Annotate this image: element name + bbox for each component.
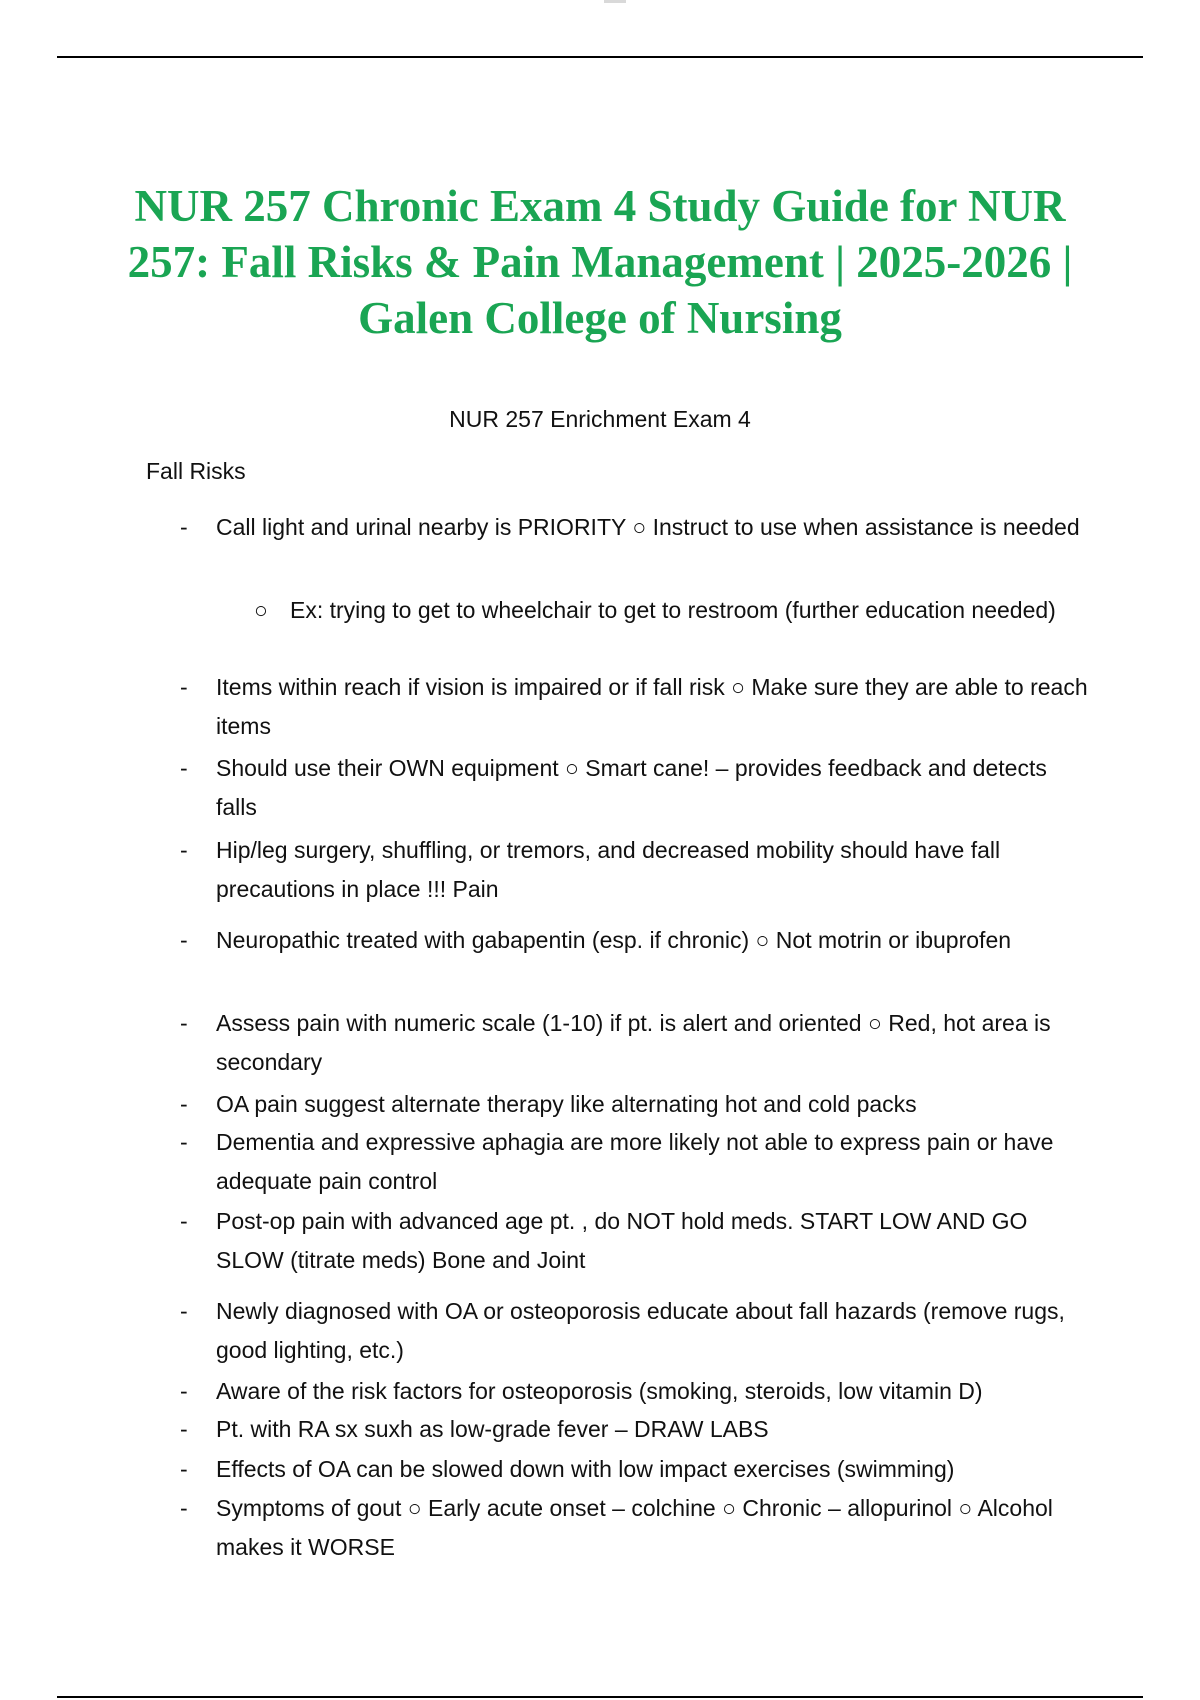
bullet-dash: - bbox=[180, 1378, 188, 1404]
document-title: NUR 257 Chronic Exam 4 Study Guide for NUR 257: Fall Risks & Pain Management | 2025-2026 | Galen College of Nursing bbox=[127, 181, 1073, 343]
bullet-dash: - bbox=[180, 1129, 188, 1155]
list-item bbox=[180, 508, 1088, 547]
bottom-divider bbox=[57, 1696, 1143, 1698]
list-item bbox=[180, 921, 1088, 960]
list-item bbox=[180, 1410, 1088, 1449]
list-item bbox=[180, 668, 1088, 746]
list-item-text: Neuropathic treated with gabapentin (esp. if chronic) ○ Not motrin or ibuprofen bbox=[216, 927, 1012, 953]
list-item-text: Newly diagnosed with OA or osteoporosis educate about fall hazards (remove rugs, good lighting, etc.) bbox=[216, 1298, 1065, 1363]
document-subtitle: NUR 257 Enrichment Exam 4 bbox=[449, 406, 751, 432]
bullet-dash: - bbox=[180, 927, 188, 953]
list-item bbox=[180, 1372, 1088, 1411]
bullet-dash: - bbox=[180, 1456, 188, 1482]
list-item-text: Aware of the risk factors for osteoporosis (smoking, steroids, low vitamin D) bbox=[216, 1378, 983, 1404]
list-item bbox=[180, 1292, 1088, 1370]
bullet-dash: - bbox=[180, 837, 188, 863]
list-item bbox=[180, 1450, 1088, 1489]
bullet-dash: - bbox=[180, 1091, 188, 1117]
list-item bbox=[180, 749, 1088, 827]
list-item bbox=[180, 1085, 1088, 1124]
list-item-text: Post-op pain with advanced age pt. , do NOT hold meds. START LOW AND GO SLOW (titrate meds) Bone and Joint bbox=[216, 1208, 1028, 1273]
bullet-dash: - bbox=[180, 1495, 188, 1521]
list-item-text: Pt. with RA sx suxh as low-grade fever – DRAW LABS bbox=[216, 1416, 769, 1442]
circle-bullet-icon: ○ bbox=[254, 597, 268, 623]
list-item-text: Dementia and expressive aphagia are more likely not able to express pain or have adequate pain control bbox=[216, 1129, 1054, 1194]
list-item-text: Items within reach if vision is impaired or if fall risk ○ Make sure they are able to reach items bbox=[216, 674, 1088, 739]
list-item bbox=[180, 1202, 1088, 1280]
list-item-text: Symptoms of gout ○ Early acute onset – colchine ○ Chronic – allopurinol ○ Alcohol makes it WORSE bbox=[216, 1495, 1053, 1560]
list-item bbox=[180, 831, 1088, 909]
list-item-text: Effects of OA can be slowed down with low impact exercises (swimming) bbox=[216, 1456, 955, 1482]
list-item bbox=[180, 1123, 1088, 1201]
bullet-dash: - bbox=[180, 674, 188, 700]
list-item bbox=[180, 1004, 1088, 1082]
list-item-text: OA pain suggest alternate therapy like alternating hot and cold packs bbox=[216, 1091, 917, 1117]
list-item-text: Assess pain with numeric scale (1-10) if pt. is alert and oriented ○ Red, hot area is secondary bbox=[216, 1010, 1051, 1075]
list-item bbox=[180, 1489, 1088, 1567]
bullet-dash: - bbox=[180, 514, 188, 540]
section-heading-fall-risks: Fall Risks bbox=[146, 458, 246, 484]
sub-list-item bbox=[254, 591, 1090, 629]
list-item-text: Should use their OWN equipment ○ Smart cane! – provides feedback and detects falls bbox=[216, 755, 1047, 820]
list-item-text: Hip/leg surgery, shuffling, or tremors, and decreased mobility should have fall precautions in place !!! Pain bbox=[216, 837, 1001, 902]
bullet-dash: - bbox=[180, 1298, 188, 1324]
bullet-dash: - bbox=[180, 1416, 188, 1442]
sub-list-item-text: Ex: trying to get to wheelchair to get to restroom (further education needed) bbox=[290, 597, 1056, 623]
bullet-dash: - bbox=[180, 755, 188, 781]
bullet-dash: - bbox=[180, 1010, 188, 1036]
list-item-text: Call light and urinal nearby is PRIORITY ○ Instruct to use when assistance is needed bbox=[216, 514, 1080, 540]
bullet-dash: - bbox=[180, 1208, 188, 1234]
